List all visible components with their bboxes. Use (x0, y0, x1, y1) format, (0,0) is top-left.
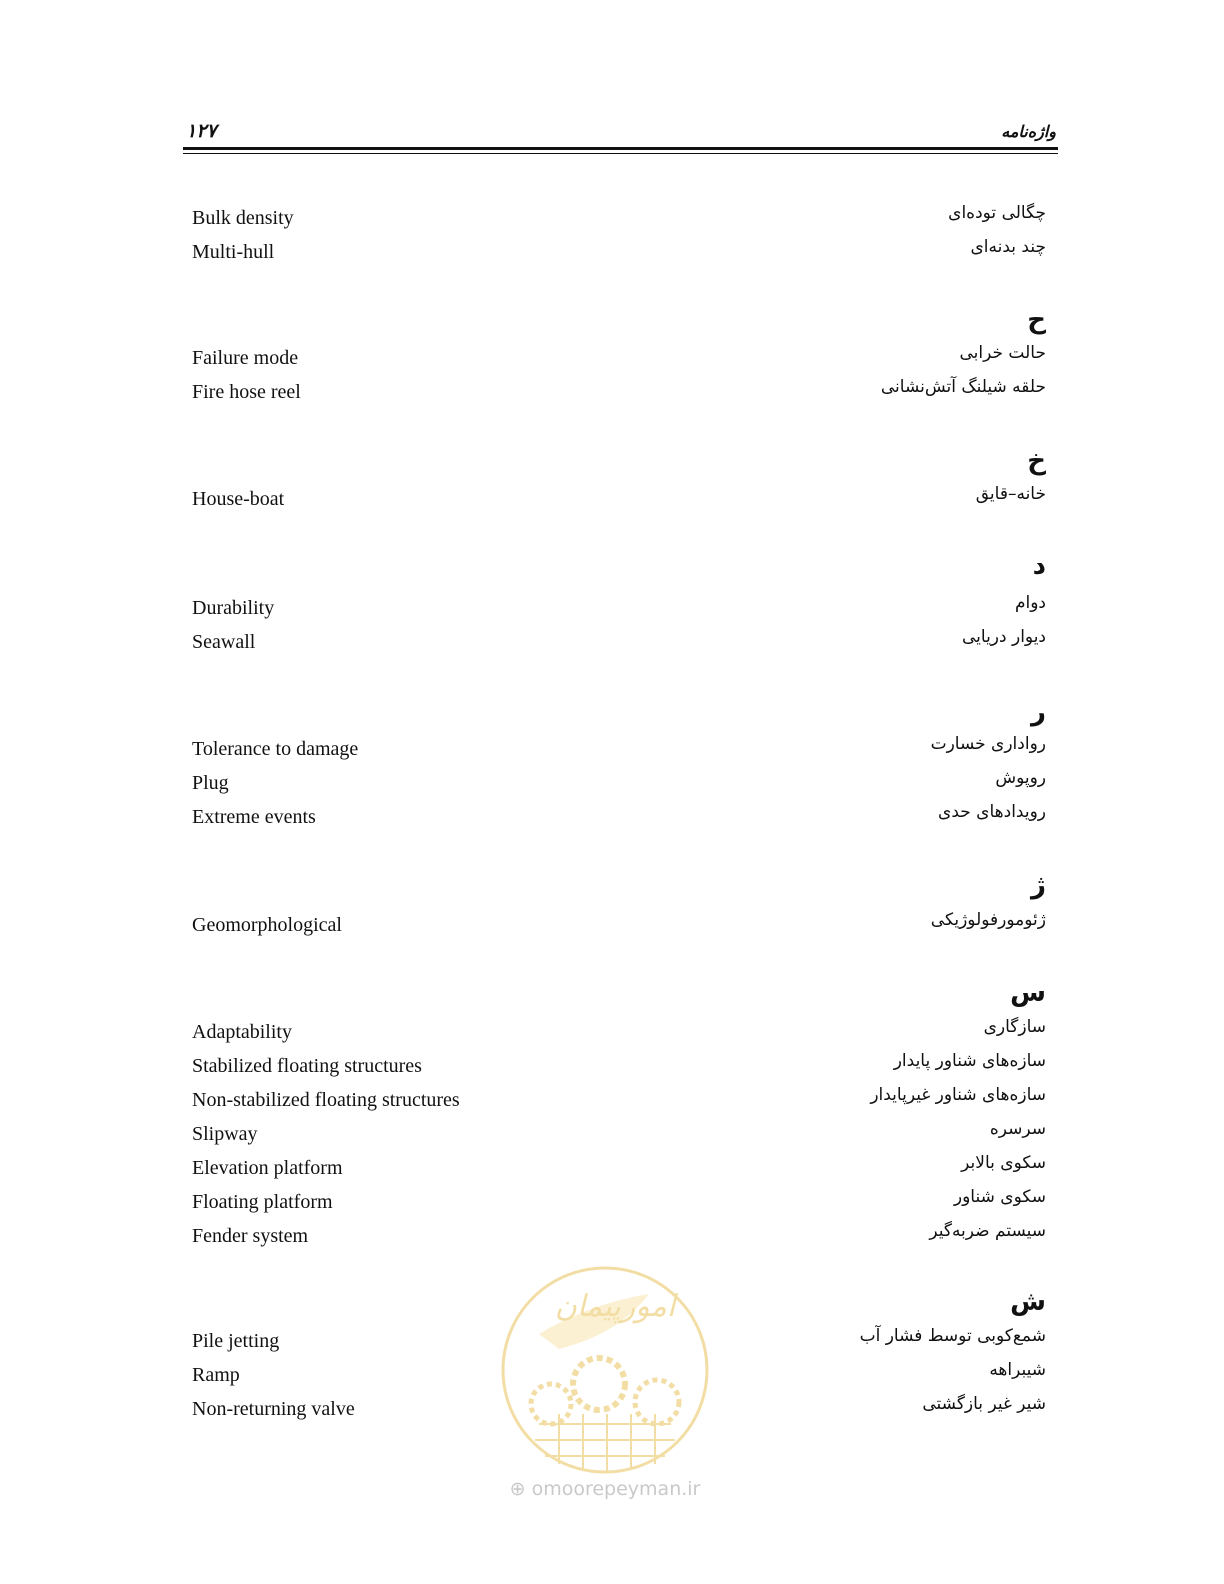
english-term: Stabilized floating structures (192, 1055, 422, 1077)
english-term: Non-returning valve (192, 1398, 355, 1420)
watermark-logo-text: امورپیمان (554, 1289, 676, 1324)
persian-term: سازه‌های شناور پایدار (893, 1051, 1046, 1071)
section-letter-heading: ژ (1031, 870, 1046, 900)
glossary-entry (0, 593, 1224, 627)
glossary-entry (0, 768, 1224, 802)
glossary-entry (0, 1051, 1224, 1085)
glossary-entry (0, 802, 1224, 836)
persian-term: دوام (1014, 593, 1046, 613)
english-term: House-boat (192, 488, 285, 510)
persian-term: شیر غیر بازگشتی (922, 1394, 1046, 1414)
persian-term: سکوی شناور (953, 1187, 1046, 1207)
persian-term: خانه–قایق (975, 484, 1046, 504)
glossary-entry (0, 1153, 1224, 1187)
persian-term: سازه‌های شناور غیرپایدار (870, 1085, 1046, 1105)
english-term: Non-stabilized floating structures (192, 1089, 460, 1111)
section-letter-heading: د (1032, 551, 1046, 581)
glossary-entry (0, 1017, 1224, 1051)
glossary-entry (0, 627, 1224, 661)
english-term: Ramp (192, 1364, 240, 1386)
persian-term: سکوی بالابر (961, 1153, 1046, 1173)
english-term: Fire hose reel (192, 381, 301, 403)
page-header (183, 118, 1058, 158)
english-term: Slipway (192, 1123, 258, 1145)
persian-term: ژئومورفولوژیکی (930, 910, 1046, 930)
section-letter-heading: ش (1010, 1287, 1046, 1317)
persian-term: شمع‌کوبی توسط فشار آب (859, 1326, 1046, 1346)
english-term: Bulk density (192, 207, 294, 229)
watermark (499, 1264, 711, 1508)
glossary-entry (0, 203, 1224, 237)
persian-term: حالت خرابی (959, 343, 1046, 363)
english-term: Multi-hull (192, 241, 275, 263)
english-term: Extreme events (192, 806, 316, 828)
english-term: Floating platform (192, 1191, 333, 1213)
english-term: Fender system (192, 1225, 309, 1247)
english-term: Elevation platform (192, 1157, 343, 1179)
watermark-logo-icon (499, 1264, 711, 1476)
section-letter-heading: ح (1027, 305, 1046, 335)
section-letter-heading: ر (1031, 697, 1046, 727)
glossary-entry (0, 1119, 1224, 1153)
english-term: Adaptability (192, 1021, 292, 1043)
persian-term: سازگاری (983, 1017, 1046, 1037)
persian-term: سیستم ضربه‌گیر (929, 1221, 1046, 1241)
glossary-entry (0, 237, 1224, 271)
persian-term: شیبراهه (989, 1360, 1046, 1380)
glossary-entry (0, 734, 1224, 768)
glossary-entry (0, 1187, 1224, 1221)
english-term: Geomorphological (192, 914, 342, 936)
glossary-entry (0, 343, 1224, 377)
page-number: ۱۲۷ (186, 120, 217, 142)
persian-term: سرسره (989, 1119, 1046, 1139)
english-term: Seawall (192, 631, 256, 653)
running-head: واژه‌نامه (1001, 122, 1056, 141)
english-term: Tolerance to damage (192, 738, 359, 760)
persian-term: روپوش (995, 768, 1046, 788)
persian-term: حلقه شیلنگ آتش‌نشانی (880, 377, 1046, 397)
english-term: Failure mode (192, 347, 299, 369)
english-term: Pile jetting (192, 1330, 280, 1352)
persian-term: چند بدنه‌ای (970, 237, 1046, 257)
section-letter-heading: س (1010, 978, 1046, 1008)
watermark-url-text: omoorepeyman.ir (531, 1478, 701, 1500)
header-rule-thick (183, 147, 1058, 150)
glossary-entry (0, 1085, 1224, 1119)
persian-term: دیوار دریایی (961, 627, 1046, 647)
english-term: Plug (192, 772, 229, 794)
persian-term: رواداری خسارت (930, 734, 1046, 754)
persian-term: رویدادهای حدی (938, 802, 1046, 822)
globe-icon: ⊕ (509, 1478, 526, 1500)
watermark-url (499, 1478, 711, 1500)
persian-term: چگالی توده‌ای (948, 203, 1046, 223)
glossary-entry (0, 484, 1224, 518)
section-letter-heading: خ (1027, 446, 1046, 476)
glossary-entry (0, 377, 1224, 411)
english-term: Durability (192, 597, 275, 619)
glossary-entry (0, 1221, 1224, 1255)
glossary-entry (0, 910, 1224, 944)
header-rule-thin (183, 153, 1058, 154)
